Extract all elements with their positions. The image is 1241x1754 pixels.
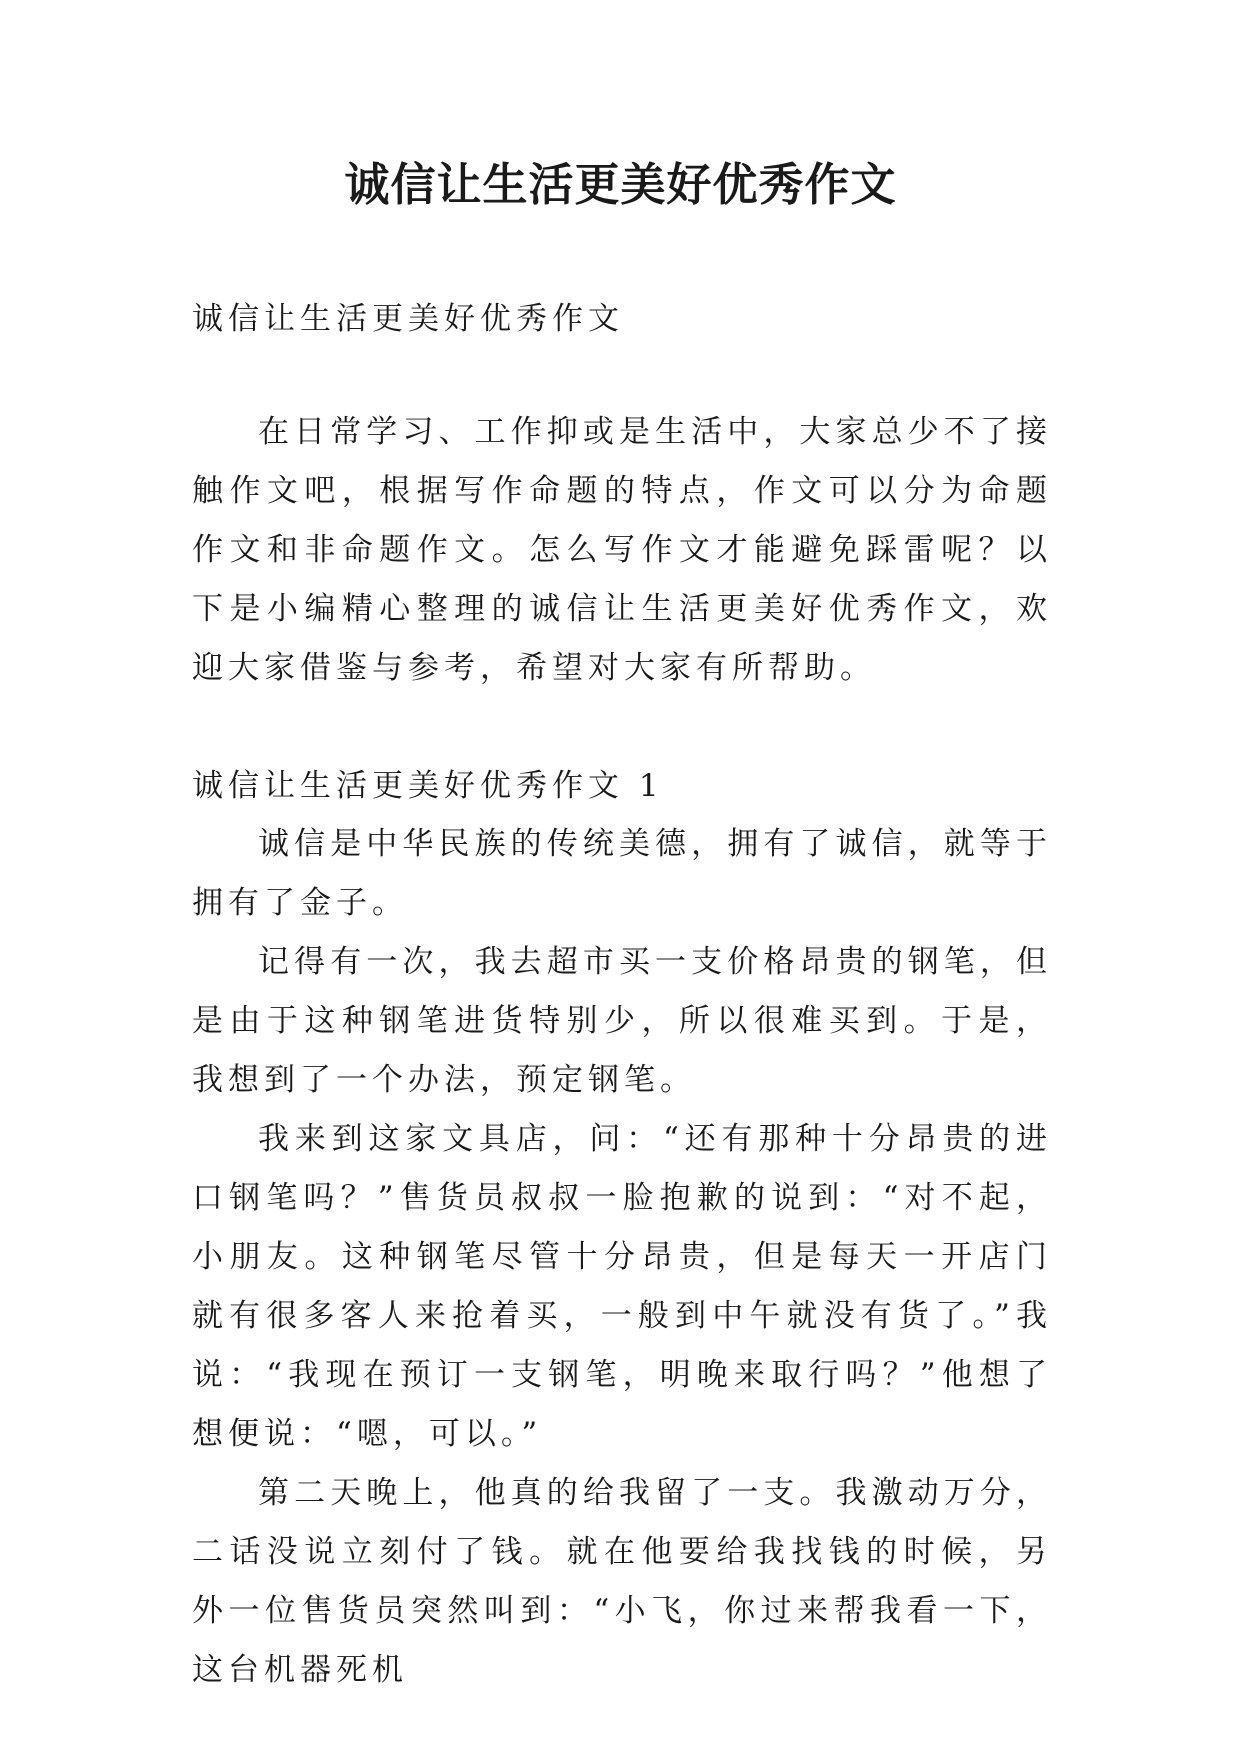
essay-paragraph: 诚信是中华民族的传统美德，拥有了诚信，就等于拥有了金子。 — [192, 826, 1052, 921]
essay-paragraph: 我来到这家文具店，问：“还有那种十分昂贵的进口钢笔吗？”售货员叔叔一脸抱歉的说到：“对不起，小朋友。这种钢笔尽管十分昂贵，但是每天一开店门就有很多客人来抢着买，一般到中午就没有货了。”我说：“我现在预订一支钢笔，明晚来取行吗？”他想了想便说：“嗯，可以。” — [192, 1121, 1052, 1452]
intro-paragraph: 在日常学习、工作抑或是生活中，大家总少不了接触作文吧，根据写作命题的特点，作文可以分为命题作文和非命题作文。怎么写作文才能避免踩雷呢？以下是小编精心整理的诚信让生活更美好优秀作文，欢迎大家借鉴与参考，希望对大家有所帮助。 — [192, 414, 1052, 686]
section-heading: 诚信让生活更美好优秀作文 1 — [192, 768, 664, 804]
essay-body — [192, 815, 1052, 1700]
essay-paragraph: 第二天晚上，他真的给我留了一支。我激动万分，二话没说立刻付了钱。就在他要给我找钱的时候，另外一位售货员突然叫到：“小飞，你过来帮我看一下，这台机器死机 — [192, 1475, 1052, 1688]
essay-paragraph: 记得有一次，我去超市买一支价格昂贵的钢笔，但是由于这种钢笔进货特别少，所以很难买到。于是，我想到了一个办法，预定钢笔。 — [192, 944, 1052, 1098]
document-title: 诚信让生活更美好优秀作文 — [344, 158, 897, 211]
document-subtitle: 诚信让生活更美好优秀作文 — [192, 301, 624, 337]
